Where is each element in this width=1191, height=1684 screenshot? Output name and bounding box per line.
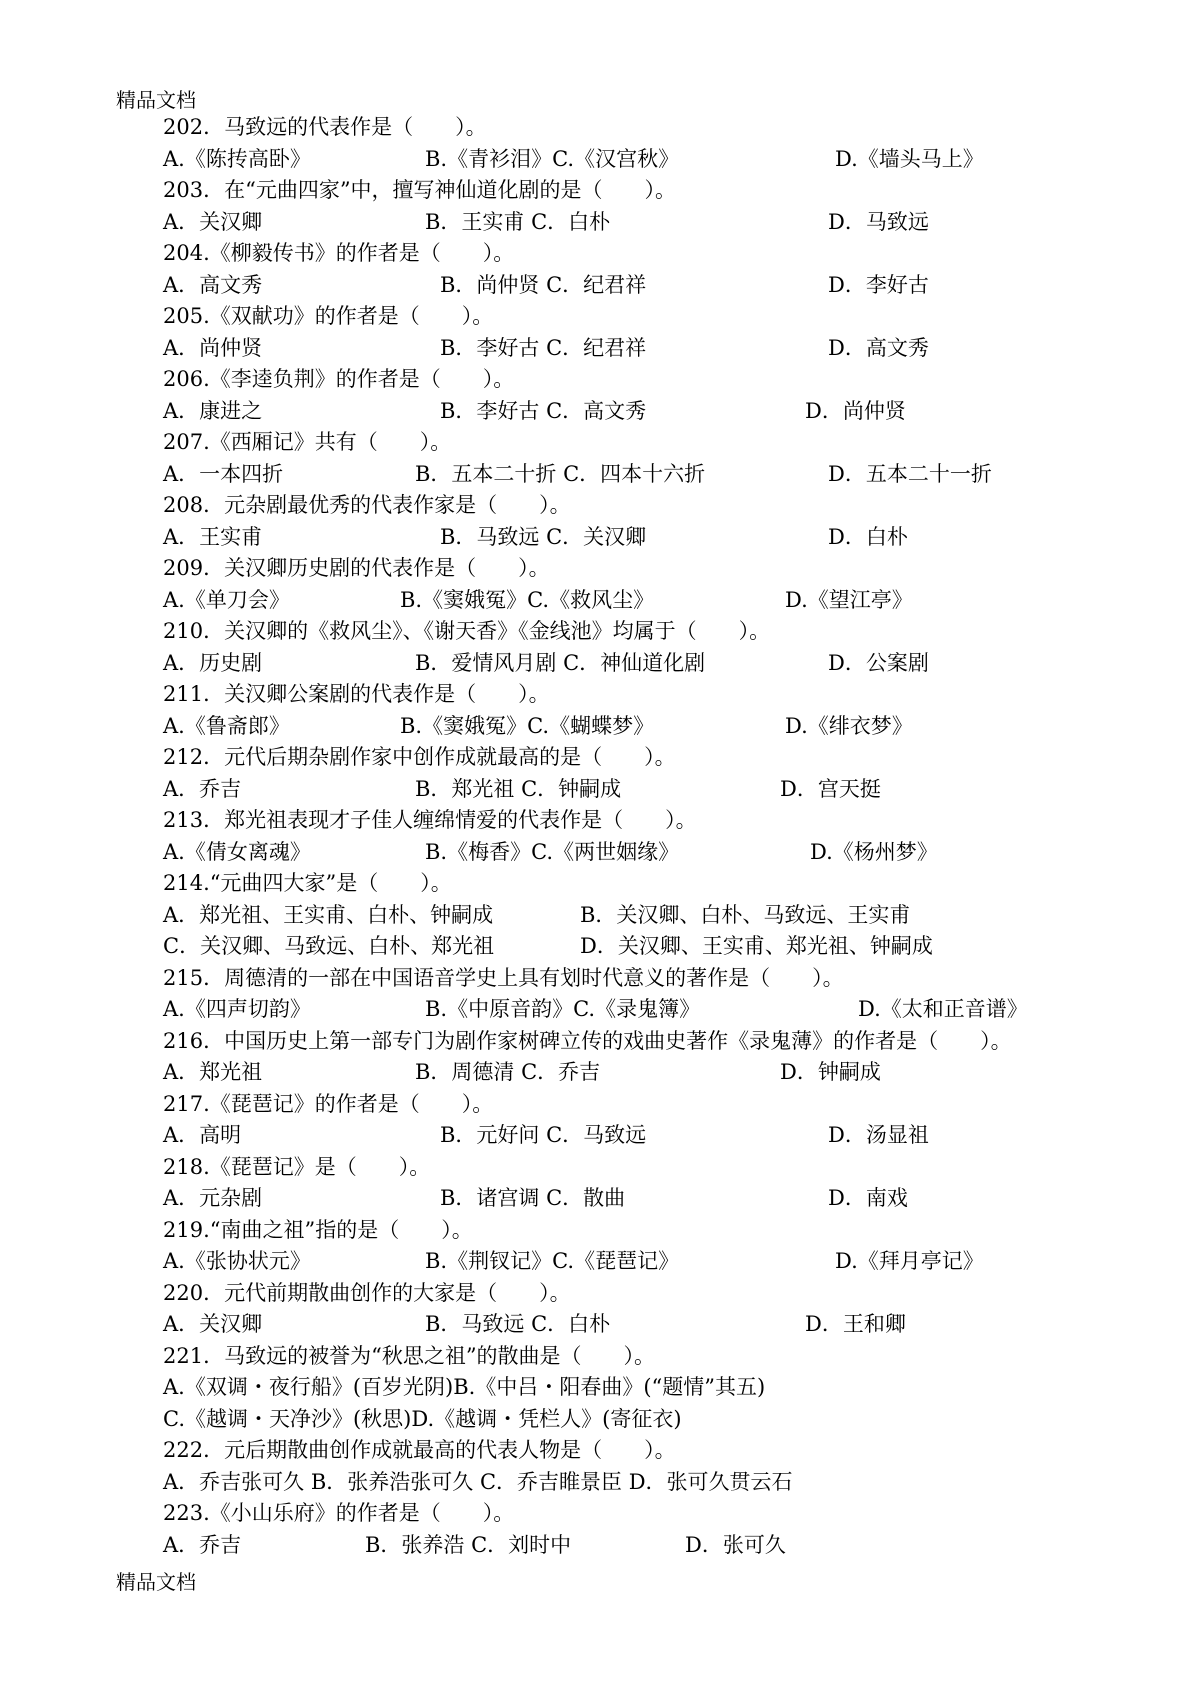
question-204-option-group: A．高文秀 (163, 272, 263, 297)
question-218-stem: 218.《琵琶记》是（ ）。 (163, 1154, 431, 1179)
question-209-option-group: B.《窦娥冤》C.《救风尘》 (400, 587, 655, 612)
question-207-options (0, 459, 1191, 491)
question-202-option-group: D.《墙头马上》 (835, 146, 984, 171)
question-211-options (0, 711, 1191, 743)
question-219-option-group: A.《张协状元》 (163, 1249, 311, 1273)
question-208-options (0, 522, 1191, 554)
question-202-options (0, 144, 1191, 176)
question-214-options (0, 931, 1191, 963)
question-214-option-group: C．关汉卿、马致远、白朴、郑光祖 (163, 934, 495, 958)
question-206-stem: 206.《李逵负荆》的作者是（ ）。 (163, 367, 515, 391)
question-223-option-group: B．张养浩 C．刘时中 (365, 1532, 572, 1557)
question-221-options (0, 1372, 1191, 1404)
question-221-options (0, 1404, 1191, 1436)
question-215-option-group: A.《四声切韵》 (163, 997, 311, 1021)
question-208-option-group: D．白朴 (828, 524, 908, 549)
question-222-options (0, 1467, 1191, 1499)
question-222-option-group: A．乔吉张可久 B．张养浩张可久 C．乔吉睢景臣 D．张可久贯云石 (163, 1469, 793, 1494)
question-203-option-group: A．关汉卿 (163, 209, 263, 234)
question-216-options (0, 1057, 1191, 1089)
question-223-stem: 223.《小山乐府》的作者是（ ）。 (163, 1501, 515, 1525)
question-209-options (0, 585, 1191, 617)
question-212-options (0, 774, 1191, 806)
question-213-option-group: A.《倩女离魂》 (163, 839, 311, 864)
question-220-option-group: B．马致远 C．白朴 (425, 1312, 611, 1336)
question-list (0, 112, 1191, 1561)
question-211-option-group: B.《窦娥冤》C.《蝴蝶梦》 (400, 713, 655, 738)
question-204-option-group: D．李好古 (828, 272, 929, 297)
question-218-option-group: D．南戏 (828, 1186, 908, 1210)
question-216-option-group: D．钟嗣成 (780, 1060, 881, 1084)
question-214-options (0, 900, 1191, 932)
question-213-option-group: B.《梅香》C.《两世姻缘》 (425, 839, 680, 864)
question-208-option-group: A．王实甫 (163, 524, 263, 549)
question-220-option-group: A．关汉卿 (163, 1312, 263, 1336)
question-210-option-group: A．历史剧 (163, 650, 263, 675)
question-210-stem: 210．关汉卿的《救风尘》、《谢天香》《金线池》均属于（ ）。 (163, 619, 771, 643)
question-205-stem: 205.《双献功》的作者是（ ）。 (163, 304, 494, 328)
question-218-option-group: B．诸宫调 C．散曲 (440, 1186, 626, 1210)
question-206-option-group: D．尚仲贤 (805, 398, 906, 423)
question-217-stem: 217.《琵琶记》的作者是（ ）。 (163, 1091, 494, 1116)
question-213-stem: 213．郑光祖表现才子佳人缠绵情爱的代表作是（ ）。 (163, 808, 697, 832)
question-220-stem: 220．元代前期散曲创作的大家是（ ）。 (163, 1280, 571, 1305)
question-208-option-group: B．马致远 C．关汉卿 (440, 524, 647, 549)
question-221-stem: 221．马致远的被誉为“秋思之祖”的散曲是（ ）。 (163, 1343, 656, 1368)
question-203-options (0, 207, 1191, 239)
question-217-option-group: A．高明 (163, 1123, 242, 1147)
question-205-option-group: D．高文秀 (828, 335, 929, 360)
question-213-options (0, 837, 1191, 869)
question-207-option-group: A．一本四折 (163, 461, 284, 486)
question-211-option-group: D.《绯衣梦》 (785, 713, 913, 738)
question-219-option-group: D.《拜月亭记》 (835, 1249, 984, 1273)
question-219-option-group: B.《荆钗记》C.《琵琶记》 (425, 1249, 680, 1273)
question-216-option-group: B．周德清 C．乔吉 (415, 1060, 601, 1084)
question-203-option-group: B．王实甫 C．白朴 (425, 209, 611, 234)
question-203-option-group: D．马致远 (828, 209, 929, 234)
question-210-option-group: B．爱情风月剧 C．神仙道化剧 (415, 650, 706, 675)
question-217-options (0, 1120, 1191, 1152)
question-214-option-group: A．郑光祖、王实甫、白朴、钟嗣成 (163, 902, 494, 927)
question-218-option-group: A．元杂剧 (163, 1186, 263, 1210)
question-210-options (0, 648, 1191, 680)
question-212-option-group: B．郑光祖 C．钟嗣成 (415, 776, 622, 801)
question-214-stem: 214.“元曲四大家”是（ ）。 (163, 871, 452, 895)
question-215-options (0, 994, 1191, 1026)
question-207-option-group: B．五本二十折 C．四本十六折 (415, 461, 706, 486)
question-216-option-group: A．郑光祖 (163, 1060, 263, 1084)
page-footer-label: 精品文档 (116, 1570, 196, 1594)
question-221-option-group: C.《越调・天净沙》(秋思)D.《越调・凭栏人》(寄征衣) (163, 1406, 682, 1431)
question-211-option-group: A.《鲁斋郎》 (163, 713, 290, 738)
question-207-option-group: D．五本二十一折 (828, 461, 992, 486)
question-204-option-group: B．尚仲贤 C．纪君祥 (440, 272, 647, 297)
question-207-stem: 207.《西厢记》共有（ ）。 (163, 430, 452, 454)
question-209-option-group: A.《单刀会》 (163, 587, 290, 612)
question-222-stem: 222．元后期散曲创作成就最高的代表人物是（ ）。 (163, 1438, 676, 1462)
question-223-options (0, 1530, 1191, 1562)
question-203-stem: 203．在“元曲四家”中，擅写神仙道化剧的是（ ）。 (163, 178, 677, 202)
question-217-option-group: B．元好问 C．马致远 (440, 1123, 647, 1147)
question-202-option-group: A.《陈抟高卧》 (163, 146, 311, 171)
page-header-label: 精品文档 (116, 88, 196, 112)
question-220-option-group: D．王和卿 (805, 1312, 906, 1336)
question-217-option-group: D．汤显祖 (828, 1123, 929, 1147)
question-210-option-group: D．公案剧 (828, 650, 929, 675)
question-202-option-group: B.《青衫泪》C.《汉宫秋》 (425, 146, 680, 171)
question-209-stem: 209．关汉卿历史剧的代表作是（ ）。 (163, 556, 550, 580)
question-223-option-group: D．张可久 (685, 1532, 786, 1557)
question-208-stem: 208．元杂剧最优秀的代表作家是（ ）。 (163, 493, 571, 517)
question-215-stem: 215．周德清的一部在中国语音学史上具有划时代意义的著作是（ ）。 (163, 965, 844, 990)
question-206-option-group: A．康进之 (163, 398, 263, 423)
question-206-option-group: B．李好古 C．高文秀 (440, 398, 647, 423)
question-205-options (0, 333, 1191, 365)
question-209-option-group: D.《望江亭》 (785, 587, 913, 612)
question-219-stem: 219.“南曲之祖”指的是（ ）。 (163, 1217, 473, 1242)
question-214-option-group: D．关汉卿、王实甫、郑光祖、钟嗣成 (580, 934, 933, 958)
question-213-option-group: D.《杨州梦》 (810, 839, 938, 864)
question-215-option-group: D.《太和正音谱》 (858, 997, 1028, 1021)
question-212-option-group: D．宫天挺 (780, 776, 881, 801)
question-212-stem: 212．元代后期杂剧作家中创作成就最高的是（ ）。 (163, 745, 676, 769)
question-223-option-group: A．乔吉 (163, 1532, 242, 1557)
question-204-options (0, 270, 1191, 302)
question-202-stem: 202．马致远的代表作是（ ）。 (163, 115, 487, 139)
question-212-option-group: A．乔吉 (163, 776, 242, 801)
question-220-options (0, 1309, 1191, 1341)
question-215-option-group: B.《中原音韵》C.《录鬼簿》 (425, 997, 701, 1021)
question-205-option-group: A．尚仲贤 (163, 335, 263, 360)
question-221-option-group: A.《双调・夜行船》(百岁光阴)B.《中吕・阳春曲》(“题情”其五) (163, 1375, 766, 1399)
question-216-stem: 216．中国历史上第一部专门为剧作家树碑立传的戏曲史著作《录鬼薄》的作者是（ ）。 (163, 1028, 1012, 1053)
question-206-options (0, 396, 1191, 428)
question-205-option-group: B．李好古 C．纪君祥 (440, 335, 647, 360)
question-211-stem: 211．关汉卿公案剧的代表作是（ ）。 (163, 682, 550, 706)
question-214-option-group: B．关汉卿、白朴、马致远、王实甫 (580, 902, 911, 927)
question-204-stem: 204.《柳毅传书》的作者是（ ）。 (163, 241, 515, 265)
question-219-options (0, 1246, 1191, 1278)
question-218-options (0, 1183, 1191, 1215)
